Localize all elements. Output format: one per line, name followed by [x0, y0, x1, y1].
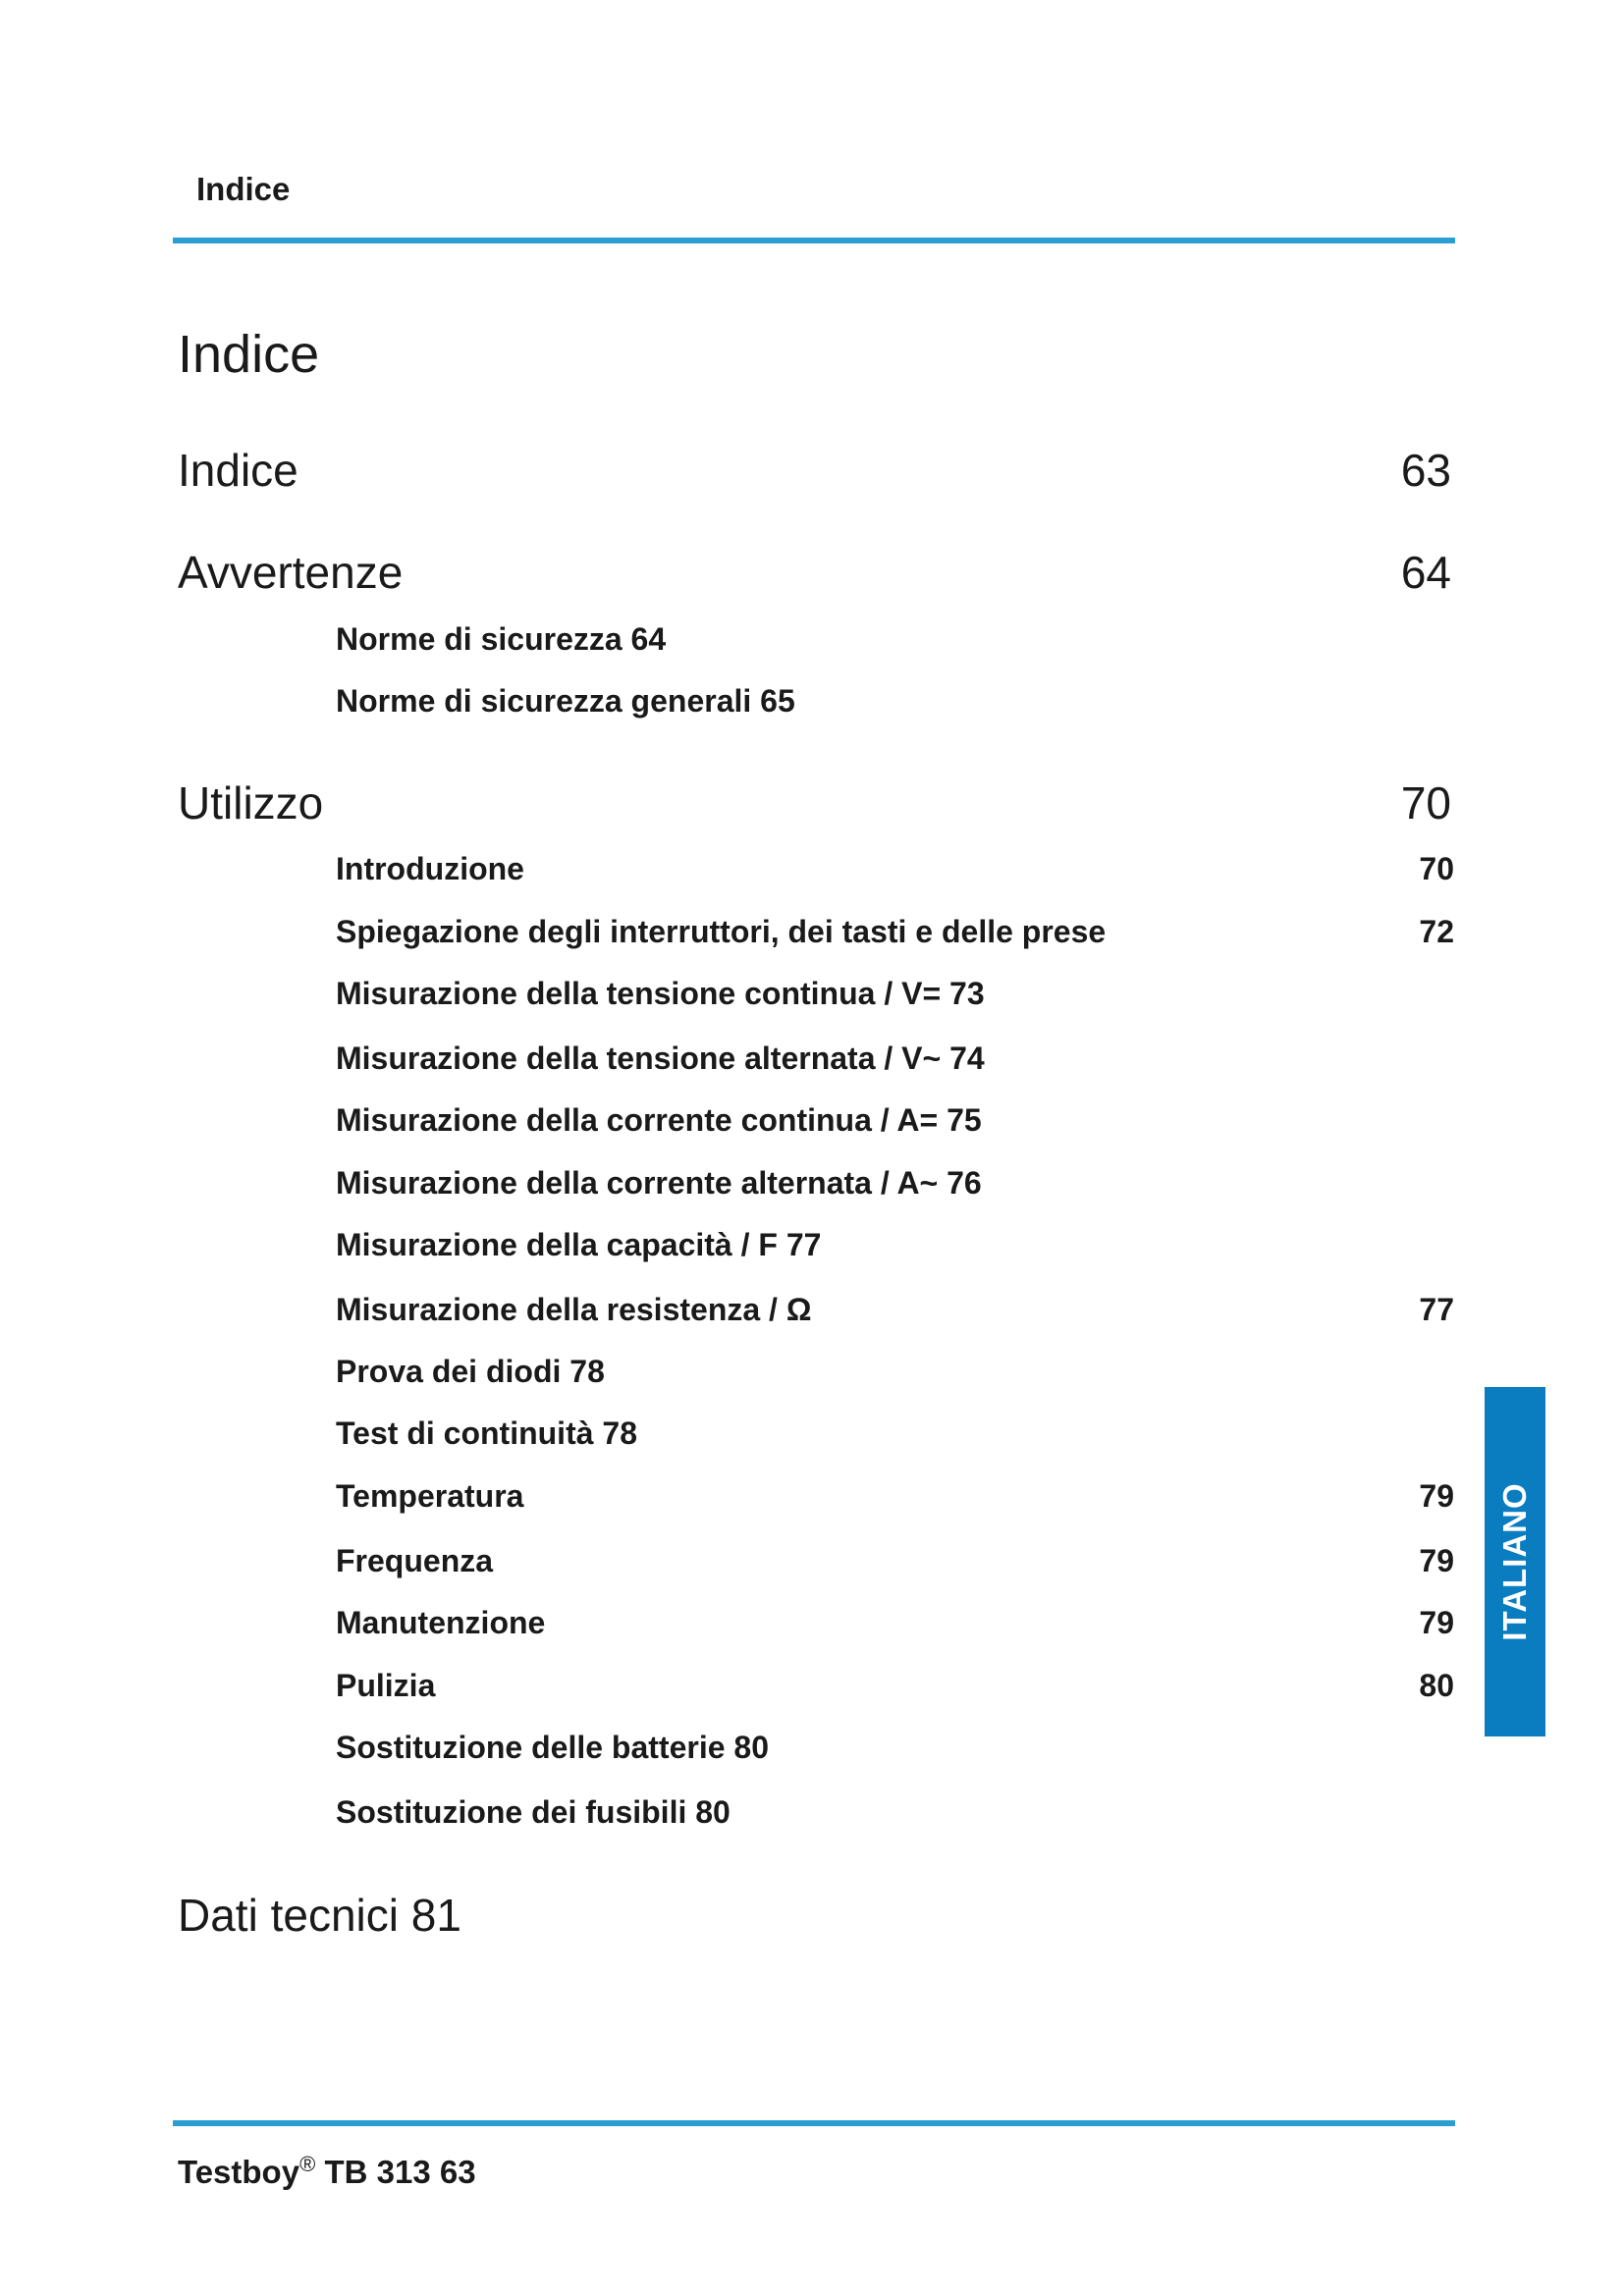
toc-entry-title: Sostituzione dei fusibili 80	[336, 1794, 731, 1830]
language-tab-label: ITALIANO	[1496, 1482, 1533, 1641]
footer-model-page: TB 313 63	[315, 2154, 476, 2190]
toc-entry-title: Misurazione della corrente continua / A= 75	[336, 1102, 982, 1138]
toc-entry-title: Frequenza	[336, 1543, 494, 1578]
toc-entry-title: Manutenzione	[336, 1605, 546, 1640]
toc-entry-page: 79	[1419, 1478, 1454, 1514]
toc-entry-title: Avvertenze	[178, 547, 404, 598]
toc-entry-title: Prova dei diodi 78	[336, 1354, 605, 1389]
toc-entry-title: Indice	[178, 445, 298, 496]
toc-entry-page: 64	[1400, 547, 1451, 598]
toc-entry-title: Misurazione della corrente alternata / A~ 76	[336, 1165, 982, 1201]
registered-mark: ®	[299, 2152, 316, 2176]
toc-entry-title: Norme di sicurezza 64	[336, 621, 667, 657]
header-rule	[173, 238, 1455, 243]
toc-entry-title: Introduzione	[336, 851, 524, 886]
toc-entry-title: Sostituzione delle batterie 80	[336, 1730, 769, 1765]
toc-entry-page: 80	[1419, 1668, 1454, 1703]
toc-entry-title: Misurazione della resistenza / Ω	[336, 1292, 812, 1327]
toc-entry-title: Dati tecnici 81	[178, 1890, 461, 1941]
page-title: Indice	[178, 325, 320, 384]
toc-entry-page: 79	[1419, 1605, 1454, 1640]
language-tab	[1485, 1387, 1545, 1736]
toc-entry-title: Spiegazione degli interruttori, dei tasti e delle prese	[336, 914, 1107, 949]
toc-entry-page: 70	[1419, 851, 1454, 886]
toc-entry-title: Utilizzo	[178, 777, 324, 828]
toc-entry-title: Pulizia	[336, 1668, 436, 1703]
page-footer	[178, 2154, 476, 2188]
footer-brand: Testboy	[178, 2154, 300, 2190]
footer-rule	[173, 2120, 1455, 2126]
toc-entry-page: 77	[1419, 1292, 1454, 1327]
toc-entry-page: 79	[1419, 1543, 1454, 1578]
toc-entry-page: 70	[1400, 777, 1451, 828]
toc-entry-title: Temperatura	[336, 1478, 524, 1514]
toc-entry-title: Test di continuità 78	[336, 1415, 637, 1451]
toc-entry-page: 72	[1419, 914, 1454, 949]
toc-entry-title: Misurazione della tensione continua / V= 73	[336, 976, 985, 1011]
toc-entry-title: Misurazione della capacità / F 77	[336, 1227, 822, 1262]
running-head: Indice	[196, 171, 291, 207]
toc-entry-page: 63	[1400, 445, 1451, 496]
toc-entry-title: Norme di sicurezza generali 65	[336, 683, 795, 719]
toc-entry-title: Misurazione della tensione alternata / V~ 74	[336, 1041, 985, 1076]
